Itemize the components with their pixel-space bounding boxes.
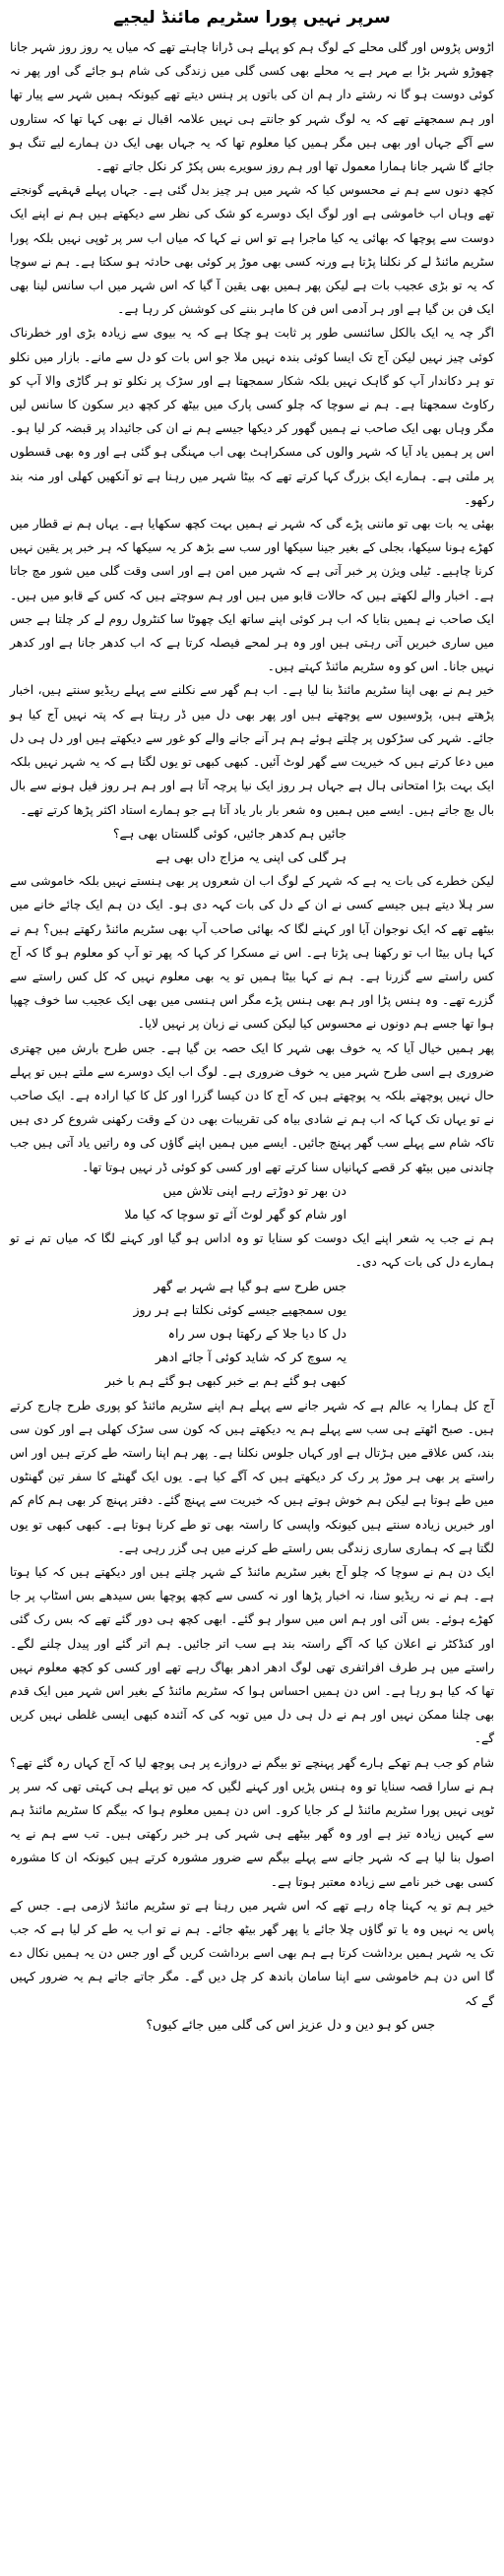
poem-verse-line: کبھی ہو گئے ہم بے خبر کبھی ہو گئے ہم با خبر — [104, 1373, 346, 1389]
poem-verse-line: جس طرح سے ہو گیا ہے شہر بے گھر — [154, 1278, 346, 1293]
poem-verse-line: دن بھر تو دوڑتے رہے اپنی تلاش میں — [162, 1182, 346, 1198]
article-paragraph: آج کل ہمارا یہ عالم ہے کہ شہر جانے سے پہلے ہم اپنے سٹریم مائنڈ کو پوری طرح چارج کرتے ہیں۔ صبح اٹھتے ہی سب سے پہلے ہم یہ دیکھتے ہیں کہ کون سی سڑک کھلی ہے اور کون سی بند، کس علاقے میں ہڑتال ہے اور کہاں جلوس نکلنا ہے۔ پھر ہم اپنا راستہ طے کرتے ہیں اور اس راستے پر بھی ہر موڑ پر رک کر دیکھتے ہیں کہ آگے کیا ہے۔ یوں ایک گھنٹے کا سفر تین گھنٹوں میں طے ہوتا ہے لیکن ہم خوش ہوتے ہیں کہ خیریت سے پہنچ گئے۔ دفتر پہنچ کر بھی ہم کام کم اور خبریں زیادہ سنتے ہیں کیونکہ واپسی کا راستہ بھی تو طے کرنا ہوتا ہے۔ کبھی کبھی تو یوں لگتا ہے کہ ہماری ساری زندگی بس راستے طے کرنے میں ہی گزر رہی ہے۔ — [10, 1398, 494, 1555]
article-paragraph: ہم نے جب یہ شعر اپنے ایک دوست کو سنایا تو وہ اداس ہو گیا اور کہنے لگا کہ میاں تم نے تو ہمارے دل کی بات کہہ دی۔ — [10, 1231, 494, 1270]
closing-verse: جس کو ہو دین و دل عزیز اس کی گلی میں جائے کیوں؟ — [146, 2016, 435, 2032]
article-paragraph: ایک دن ہم نے سوچا کہ چلو آج بغیر سٹریم مائنڈ کے شہر چلتے ہیں اور دیکھتے ہیں کہ کیا ہوتا ہے۔ ہم نے نہ ریڈیو سنا، نہ اخبار پڑھا اور نہ کسی سے کچھ پوچھا بس سیدھے بس اسٹاپ پر جا کھڑے ہوئے۔ بس آئی اور ہم اس میں سوار ہو گئے۔ ابھی کچھ ہی دور گئے تھے کہ بس رک گئی اور کنڈکٹر نے اعلان کیا کہ آگے راستہ بند ہے سب اتر جائیں۔ ہم اتر گئے اور پیدل چلنے لگے۔ راستے میں ہر طرف افراتفری تھی لوگ ادھر ادھر بھاگ رہے تھے اور کسی کو کچھ معلوم نہیں تھا کہ کیا ہو رہا ہے۔ اس دن ہمیں احساس ہوا کہ سٹریم مائنڈ کے بغیر اس شہر میں ایک قدم بھی چلنا ممکن نہیں اور ہم نے دل ہی دل میں توبہ کی کہ آئندہ کبھی ایسی غلطی نہیں کریں گے۔ — [10, 1565, 494, 1746]
article-paragraph: کچھ دنوں سے ہم نے محسوس کیا کہ شہر میں ہر چیز بدل گئی ہے۔ جہاں پہلے قہقہے گونجتے تھے وہاں اب خاموشی ہے اور لوگ ایک دوسرے کو شک کی نظر سے دیکھتے ہیں ہم نے اپنے ایک دوست سے پوچھا کہ بھائی یہ کیا ماجرا ہے تو اس نے کہا کہ میاں اب سر پر ٹوپی نہیں بلکہ پورا سٹریم مائنڈ لے کر نکلنا پڑتا ہے ورنہ کسی بھی موڑ پر کوئی بھی حادثہ ہو سکتا ہے۔ ہم نے سوچا کہ یہ تو بڑی عجیب بات ہے لیکن پھر ہمیں بھی یقین آ گیا کہ اس شہر میں اب سانس لینا بھی ایک فن بن گیا ہے اور ہر آدمی اس فن کا ماہر بننے کی کوشش کر رہا ہے۔ — [10, 183, 494, 317]
poem-verse-line: یہ سوچ کر کہ شاید کوئی آ جائے ادھر — [155, 1350, 346, 1365]
poem-verse-line: اور شام کو گھر لوٹ آئے تو سوچا کہ کیا ملا — [124, 1206, 346, 1222]
article-paragraph: اڑوس پڑوس اور گلی محلے کے لوگ ہم کو پہلے ہی ڈرانا چاہتے تھے کہ میاں یہ روز روز شہر جانا چھوڑو شہر بڑا بے مہر ہے یہ محلے بھی کسی گلی میں زندگی کی شام ہو جائے گی اور پھر نہ کوئی دوست ہو گا نہ رشتے دار ہم ان کی باتوں پر ہنس دیتے تھے کیونکہ ہمیں شہر سے پیار تھا اور ہم سمجھتے تھے کہ یہ لوگ شہر کو جانتے ہی نہیں علامہ اقبال نے بھی کہا تھا کہ ستاروں سے آگے جہاں اور بھی ہیں مگر ہمیں کیا معلوم تھا کہ یہ جہاں بھی ایک دن ہمارے لیے تنگ ہو جائے گا شہر جانا ہمارا معمول تھا اور ہم روز سویرے بس پکڑ کر نکل جاتے تھے۔ — [10, 40, 494, 174]
article-headline: سرپر نہیں پورا سٹریم مائنڈ لیجیے — [113, 8, 391, 28]
poem-verse-line: دل کا دیا جلا کے رکھتا ہوں سر راہ — [167, 1325, 346, 1341]
poem-verse-line: جائیں ہم کدھر جائیں، کوئی گلستاں بھی ہے؟ — [112, 825, 346, 841]
article-paragraph: خیر ہم تو یہ کہنا چاہ رہے تھے کہ اس شہر میں رہنا ہے تو سٹریم مائنڈ لازمی ہے۔ جس کے پاس یہ نہیں وہ یا تو گاؤں چلا جائے یا پھر گھر بیٹھ جائے۔ ہم نے تو اب یہ طے کر لیا ہے کہ جب تک یہ شہر ہمیں برداشت کرتا ہے ہم بھی اسے برداشت کریں گے اور جس دن یہ ہمیں نکال دے گا اس دن ہم خاموشی سے اپنا سامان باندھ کر چل دیں گے۔ مگر جاتے جاتے ہم یہ ضرور کہیں گے کہ — [10, 1898, 494, 2008]
article-paragraph: پھر ہمیں خیال آیا کہ یہ خوف بھی شہر کا ایک حصہ بن گیا ہے۔ جس طرح بارش میں چھتری ضروری ہے اسی طرح شہر میں یہ خوف ضروری ہے۔ لوگ اب ایک دوسرے سے ملتے ہیں تو پہلے حال نہیں پوچھتے بلکہ یہ پوچھتے ہیں کہ آج کا دن کیسا گزرا اور کل کا کیا ارادہ ہے۔ ایک صاحب نے تو یہاں تک کہا کہ اب ہم نے شادی بیاہ کی تقریبات بھی دن کے وقت رکھنی شروع کر دی ہیں تاکہ شام سے پہلے سب گھر پہنچ جائیں۔ ایسے میں ہمیں اپنے گاؤں کی وہ راتیں یاد آتی ہیں جب چاندنی میں بیٹھ کر قصے کہانیاں سنا کرتے تھے اور کسی کو کوئی ڈر نہیں ہوتا تھا۔ — [10, 1040, 494, 1174]
poem-verse-line: یوں سمجھیے جیسے کوئی نکلتا ہے ہر روز — [133, 1301, 346, 1317]
article-paragraph: شام کو جب ہم تھکے ہارے گھر پہنچے تو بیگم نے دروازے پر ہی پوچھ لیا کہ آج کہاں رہ گئے تھے؟ ہم نے سارا قصہ سنایا تو وہ ہنس پڑیں اور کہنے لگیں کہ میں تو پہلے ہی کہتی تھی کہ سر پر ٹوپی نہیں پورا سٹریم مائنڈ لے کر جایا کرو۔ اس دن ہمیں معلوم ہوا کہ بیگم کا سٹریم مائنڈ ہم سے کہیں زیادہ تیز ہے اور وہ گھر بیٹھے ہی شہر کی ہر خبر رکھتی ہیں۔ تب سے ہم نے یہ اصول بنا لیا ہے کہ شہر جانے سے پہلے بیگم سے ضرور مشورہ کرتے ہیں کیونکہ ان کا مشورہ کسی بھی خبر نامے سے زیادہ معتبر ہوتا ہے۔ — [10, 1755, 494, 1889]
article-paragraph: لیکن خطرے کی بات یہ ہے کہ شہر کے لوگ اب ان شعروں پر بھی ہنستے نہیں بلکہ خاموشی سے سر ہلا دیتے ہیں جیسے کسی نے ان کے دل کی بات کہہ دی ہو۔ ایک دن ہم ایک چائے خانے میں بیٹھے تھے کہ ایک نوجوان آیا اور کہنے لگا کہ بھائی صاحب آپ بھی سٹریم مائنڈ رکھتے ہیں؟ ہم نے کہا ہاں بیٹا اب تو رکھنا ہی پڑتا ہے۔ اس نے مسکرا کر کہا کہ پھر تو آپ کو معلوم ہو گا کہ آج کس راستے سے گزرنا ہے۔ ہم نے کہا بیٹا ہمیں تو یہ بھی معلوم نہیں کہ کل کس راستے سے گزرے تھے۔ وہ ہنس پڑا اور ہم بھی ہنس پڑے مگر اس ہنسی میں بھی ایک عجیب سا خوف چھپا ہوا تھا جسے ہم دونوں نے محسوس کیا لیکن کسی نے زبان پر نہیں لایا۔ — [10, 874, 494, 1032]
poem-verse-line: ہر گلی کی اپنی یہ مزاج داں بھی ہے — [156, 848, 346, 864]
article-paragraph: خیر ہم نے بھی اپنا سٹریم مائنڈ بنا لیا ہے۔ اب ہم گھر سے نکلنے سے پہلے ریڈیو سنتے ہیں، اخبار پڑھتے ہیں، پڑوسیوں سے پوچھتے ہیں اور پھر بھی دل میں ڈر رہتا ہے کہ پتہ نہیں آج کیا ہو جائے۔ شہر کی سڑکوں پر چلتے ہوئے ہم ہر آنے جانے والے کو غور سے دیکھتے ہیں اور دل ہی دل میں دعا کرتے ہیں کہ خیریت سے گھر لوٹ آئیں۔ کبھی کبھی تو یوں لگتا ہے کہ یہ شہر نہیں بلکہ ایک بہت بڑا امتحانی ہال ہے جہاں ہر روز ایک نیا پرچہ آتا ہے اور ہم ہر روز فیل ہونے سے بال بال بچ جاتے ہیں۔ ایسے میں ہمیں وہ شعر بار بار یاد آتا ہے جو ہمارے استاد اکثر پڑھا کرتے تھے۔ — [10, 683, 494, 817]
article-paragraph: بھئی یہ بات بھی تو ماننی پڑے گی کہ شہر نے ہمیں بہت کچھ سکھایا ہے۔ یہاں ہم نے قطار میں کھڑے ہونا سیکھا، بجلی کے بغیر جینا سیکھا اور سب سے بڑھ کر یہ سیکھا کہ ہر خبر پر یقین نہیں کرنا چاہیے۔ ٹیلی ویژن پر خبر آتی ہے کہ شہر میں امن ہے اور اسی وقت گلی میں شور مچ جاتا ہے۔ اخبار والے لکھتے ہیں کہ حالات قابو میں ہیں اور ہم سوچتے ہیں کہ کس کے قابو میں ہیں۔ ایک صاحب نے ہمیں بتایا کہ اب ہر کوئی اپنے ساتھ ایک چھوٹا سا کنٹرول روم لے کر چلتا ہے جس میں ساری خبریں آتی رہتی ہیں اور وہ ہر لمحے فیصلہ کرتا ہے کہ اب کدھر جانا ہے اور کدھر نہیں جانا۔ اس کو وہ سٹریم مائنڈ کہتے ہیں۔ — [10, 517, 494, 674]
article-paragraph: اگر چہ یہ ایک بالکل سائنسی طور پر ثابت ہو چکا ہے کہ یہ بیوی سے زیادہ بڑی اور خطرناک کوئی چیز نہیں لیکن آج تک ایسا کوئی بندہ نہیں ملا جو اس بات کو دل سے مانے۔ بازار میں نکلو تو ہر دکاندار آپ کو گاہک نہیں بلکہ شکار سمجھتا ہے اور سڑک پر نکلو تو ہر گاڑی والا آپ کو رکاوٹ سمجھتا ہے۔ ہم نے سوچا کہ چلو کسی پارک میں بیٹھ کر کچھ دیر سکون کا سانس لیں مگر وہاں بھی ایک صاحب نے ہمیں گھور کر دیکھا جیسے ہم نے ان کی جائیداد پر قبضہ کر لیا ہو۔ اس پر ہمیں یاد آیا کہ شہر والوں کی مسکراہٹ بھی اب مہنگی ہو گئی ہے اور وہ بھی قسطوں پر ملتی ہے۔ ہمارے ایک بزرگ کہا کرتے تھے کہ بیٹا شہر میں رہنا ہے تو آنکھیں کھلی اور منہ بند رکھو۔ — [10, 326, 494, 507]
